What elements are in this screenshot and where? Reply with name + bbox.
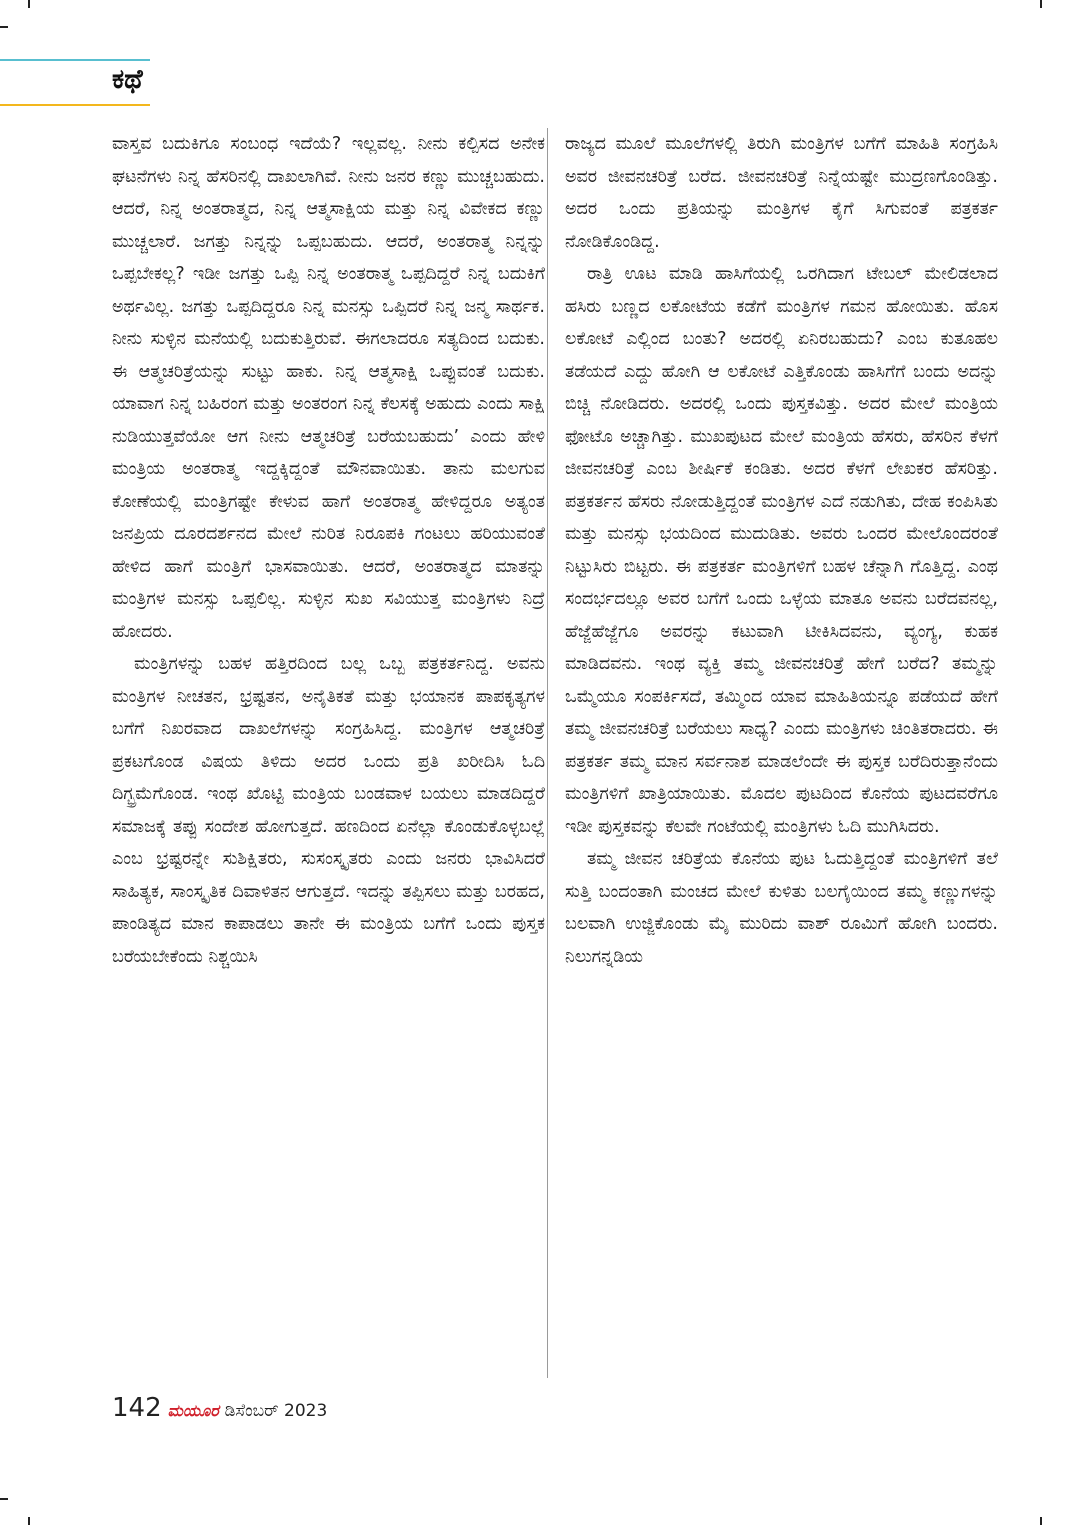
section-rule-top <box>0 59 150 61</box>
page-footer <box>112 1393 327 1427</box>
page-number: 142 <box>112 1393 162 1423</box>
column-divider <box>547 128 548 1378</box>
section-label: ಕಥೆ <box>112 64 143 95</box>
crop-mark <box>0 1498 8 1500</box>
crop-mark <box>1040 1517 1042 1525</box>
paragraph: ರಾಜ್ಯದ ಮೂಲೆ ಮೂಲೆಗಳಲ್ಲಿ ತಿರುಗಿ ಮಂತ್ರಿಗಳ ಬಗೆಗೆ ಮಾಹಿತಿ ಸಂಗ್ರಹಿಸಿ ಅವರ ಜೀವನಚರಿತ್ರೆ ಬರೆದ. ಜೀವನಚರಿತ್ರೆ ನಿನ್ನೆಯಷ್ಟೇ ಮುದ್ರಣಗೊಂಡಿತ್ತು. ಅದರ ಒಂದು ಪ್ರತಿಯನ್ನು ಮಂತ್ರಿಗಳ ಕೈಗೆ ಸಿಗುವಂತೆ ಪತ್ರಕರ್ತ ನೋಡಿಕೊಂಡಿದ್ದ. <box>565 134 998 252</box>
crop-mark <box>28 0 30 8</box>
paragraph: ತಮ್ಮ ಜೀವನ ಚರಿತ್ರೆಯ ಕೊನೆಯ ಪುಟ ಓದುತ್ತಿದ್ದಂತೆ ಮಂತ್ರಿಗಳಿಗೆ ತಲೆ ಸುತ್ತಿ ಬಂದಂತಾಗಿ ಮಂಚದ ಮೇಲೆ ಕುಳಿತು ಬಲಗೈಯಿಂದ ತಮ್ಮ ಕಣ್ಣುಗಳನ್ನು ಬಲವಾಗಿ ಉಜ್ಜಿಕೊಂಡು ಮೈ ಮುರಿದು ವಾಶ್ ರೂಮಿಗೆ ಹೋಗಿ ಬಂದರು. ನಿಲುಗನ್ನಡಿಯ <box>565 849 998 967</box>
crop-mark <box>1040 0 1042 8</box>
section-rule-bottom <box>0 104 150 106</box>
issue-date: ಡಿಸೆಂಬರ್ 2023 <box>224 1401 328 1421</box>
crop-mark <box>28 1517 30 1525</box>
paragraph: ರಾತ್ರಿ ಊಟ ಮಾಡಿ ಹಾಸಿಗೆಯಲ್ಲಿ ಒರಗಿದಾಗ ಟೇಬಲ್ ಮೇಲಿಡಲಾದ ಹಸಿರು ಬಣ್ಣದ ಲಕೋಟೆಯ ಕಡೆಗೆ ಮಂತ್ರಿಗಳ ಗಮನ ಹೋಯಿತು. ಹೊಸ ಲಕೋಟೆ ಎಲ್ಲಿಂದ ಬಂತು? ಅದರಲ್ಲಿ ಏನಿರಬಹುದು? ಎಂಬ ಕುತೂಹಲ ತಡೆಯದೆ ಎದ್ದು ಹೋಗಿ ಆ ಲಕೋಟೆ ಎತ್ತಿಕೊಂಡು ಹಾಸಿಗೆಗೆ ಬಂದು ಅದನ್ನು ಬಿಚ್ಚಿ ನೋಡಿದರು. ಅದರಲ್ಲಿ ಒಂದು ಪುಸ್ತಕವಿತ್ತು. ಅದರ ಮೇಲೆ ಮಂತ್ರಿಯ ಫೋಟೊ ಅಚ್ಚಾಗಿತ್ತು. ಮುಖಪುಟದ ಮೇಲೆ ಮಂತ್ರಿಯ ಹೆಸರು, ಹೆಸರಿನ ಕೆಳಗೆ ಜೀವನಚರಿತ್ರೆ ಎಂಬ ಶೀರ್ಷಿಕೆ ಕಂಡಿತು. ಅದರ ಕೆಳಗೆ ಲೇಖಕರ ಹೆಸರಿತ್ತು. ಪತ್ರಕರ್ತನ ಹೆಸರು ನೋಡುತ್ತಿದ್ದಂತೆ ಮಂತ್ರಿಗಳ ಎದೆ ನಡುಗಿತು, ದೇಹ ಕಂಪಿಸಿತು ಮತ್ತು ಮನಸ್ಸು ಭಯದಿಂದ ಮುದುಡಿತು. ಅವರು ಒಂದರ ಮೇಲೊಂದರಂತೆ ನಿಟ್ಟುಸಿರು ಬಿಟ್ಟರು. ಈ ಪತ್ರಕರ್ತ ಮಂತ್ರಿಗಳಿಗೆ ಬಹಳ ಚೆನ್ನಾಗಿ ಗೊತ್ತಿದ್ದ. ಎಂಥ ಸಂದರ್ಭದಲ್ಲೂ ಅವರ ಬಗೆಗೆ ಒಂದು ಒಳ್ಳೆಯ ಮಾತೂ ಅವನು ಬರೆದವನಲ್ಲ, ಹೆಜ್ಜೆಹೆಜ್ಜೆಗೂ ಅವರನ್ನು ಕಟುವಾಗಿ ಟೀಕಿಸಿದವನು, ವ್ಯಂಗ್ಯ, ಕುಹಕ ಮಾಡಿದವನು. ಇಂಥ ವ್ಯಕ್ತಿ ತಮ್ಮ ಜೀವನಚರಿತ್ರೆ ಹೇಗೆ ಬರೆದ? ತಮ್ಮನ್ನು ಒಮ್ಮೆಯೂ ಸಂಪರ್ಕಿಸದೆ, ತಮ್ಮಿಂದ ಯಾವ ಮಾಹಿತಿಯನ್ನೂ ಪಡೆಯದೆ ಹೇಗೆ ತಮ್ಮ ಜೀವನಚರಿತ್ರೆ ಬರೆಯಲು ಸಾಧ್ಯ? ಎಂದು ಮಂತ್ರಿಗಳು ಚಿಂತಿತರಾದರು. ಈ ಪತ್ರಕರ್ತ ತಮ್ಮ ಮಾನ ಸರ್ವನಾಶ ಮಾಡಲೆಂದೇ ಈ ಪುಸ್ತಕ ಬರೆದಿರುತ್ತಾನೆಂದು ಮಂತ್ರಿಗಳಿಗೆ ಖಾತ್ರಿಯಾಯಿತು. ಮೊದಲ ಪುಟದಿಂದ ಕೊನೆಯ ಪುಟದವರೆಗೂ ಇಡೀ ಪುಸ್ತಕವನ್ನು ಕೆಲವೇ ಗಂಟೆಯಲ್ಲಿ ಮಂತ್ರಿಗಳು ಓದಿ ಮುಗಿಸಿದರು. <box>565 264 998 837</box>
paragraph: ವಾಸ್ತವ ಬದುಕಿಗೂ ಸಂಬಂಧ ಇದೆಯೆ? ಇಲ್ಲವಲ್ಲ. ನೀನು ಕಲ್ಪಿಸದ ಅನೇಕ ಘಟನೆಗಳು ನಿನ್ನ ಹೆಸರಿನಲ್ಲಿ ದಾಖಲಾಗಿವೆ. ನೀನು ಜನರ ಕಣ್ಣು ಮುಚ್ಚಬಹುದು. ಆದರೆ, ನಿನ್ನ ಅಂತರಾತ್ಮದ, ನಿನ್ನ ಆತ್ಮಸಾಕ್ಷಿಯ ಮತ್ತು ನಿನ್ನ ವಿವೇಕದ ಕಣ್ಣು ಮುಚ್ಚಲಾರೆ. ಜಗತ್ತು ನಿನ್ನನ್ನು ಒಪ್ಪಬಹುದು. ಆದರೆ, ಅಂತರಾತ್ಮ ನಿನ್ನನ್ನು ಒಪ್ಪಬೇಕಲ್ಲ? ಇಡೀ ಜಗತ್ತು ಒಪ್ಪಿ ನಿನ್ನ ಅಂತರಾತ್ಮ ಒಪ್ಪದಿದ್ದರೆ ನಿನ್ನ ಬದುಕಿಗೆ ಅರ್ಥವಿಲ್ಲ. ಜಗತ್ತು ಒಪ್ಪದಿದ್ದರೂ ನಿನ್ನ ಮನಸ್ಸು ಒಪ್ಪಿದರೆ ನಿನ್ನ ಜನ್ಮ ಸಾರ್ಥಕ. ನೀನು ಸುಳ್ಳಿನ ಮನೆಯಲ್ಲಿ ಬದುಕುತ್ತಿರುವೆ. ಈಗಲಾದರೂ ಸತ್ಯದಿಂದ ಬದುಕು. ಈ ಆತ್ಮಚರಿತ್ರೆಯನ್ನು ಸುಟ್ಟು ಹಾಕು. ನಿನ್ನ ಆತ್ಮಸಾಕ್ಷಿ ಒಪ್ಪುವಂತೆ ಬದುಕು. ಯಾವಾಗ ನಿನ್ನ ಬಹಿರಂಗ ಮತ್ತು ಅಂತರಂಗ ನಿನ್ನ ಕೆಲಸಕ್ಕೆ ಅಹುದು ಎಂದು ಸಾಕ್ಷಿ ನುಡಿಯುತ್ತವೆಯೋ ಆಗ ನೀನು ಆತ್ಮಚರಿತ್ರೆ ಬರೆಯಬಹುದು’ ಎಂದು ಹೇಳಿ ಮಂತ್ರಿಯ ಅಂತರಾತ್ಮ ಇದ್ದಕ್ಕಿದ್ದಂತೆ ಮೌನವಾಯಿತು. ತಾನು ಮಲಗುವ ಕೋಣೆಯಲ್ಲಿ ಮಂತ್ರಿಗಷ್ಟೇ ಕೇಳುವ ಹಾಗೆ ಅಂತರಾತ್ಮ ಹೇಳಿದ್ದರೂ ಅತ್ಯಂತ ಜನಪ್ರಿಯ ದೂರದರ್ಶನದ ಮೇಲೆ ನುರಿತ ನಿರೂಪಕಿ ಗಂಟಲು ಹರಿಯುವಂತೆ ಹೇಳಿದ ಹಾಗೆ ಮಂತ್ರಿಗೆ ಭಾಸವಾಯಿತು. ಆದರೆ, ಅಂತರಾತ್ಮದ ಮಾತನ್ನು ಮಂತ್ರಿಗಳ ಮನಸ್ಸು ಒಪ್ಪಲಿಲ್ಲ. ಸುಳ್ಳಿನ ಸುಖ ಸವಿಯುತ್ತ ಮಂತ್ರಿಗಳು ನಿದ್ರೆ ಹೋದರು. <box>112 134 545 642</box>
crop-mark <box>0 26 8 28</box>
paragraph: ಮಂತ್ರಿಗಳನ್ನು ಬಹಳ ಹತ್ತಿರದಿಂದ ಬಲ್ಲ ಒಬ್ಬ ಪತ್ರಕರ್ತನಿದ್ದ. ಅವನು ಮಂತ್ರಿಗಳ ನೀಚತನ, ಭ್ರಷ್ಟತನ, ಅನೈತಿಕತೆ ಮತ್ತು ಭಯಾನಕ ಪಾಪಕೃತ್ಯಗಳ ಬಗೆಗೆ ನಿಖರವಾದ ದಾಖಲೆಗಳನ್ನು ಸಂಗ್ರಹಿಸಿದ್ದ. ಮಂತ್ರಿಗಳ ಆತ್ಮಚರಿತ್ರೆ ಪ್ರಕಟಗೊಂಡ ವಿಷಯ ತಿಳಿದು ಅದರ ಒಂದು ಪ್ರತಿ ಖರೀದಿಸಿ ಓದಿ ದಿಗ್ಭ್ರಮೆಗೊಂಡ. ಇಂಥ ಖೊಟ್ಟಿ ಮಂತ್ರಿಯ ಬಂಡವಾಳ ಬಯಲು ಮಾಡದಿದ್ದರೆ ಸಮಾಜಕ್ಕೆ ತಪ್ಪು ಸಂದೇಶ ಹೋಗುತ್ತದೆ. ಹಣದಿಂದ ಏನೆಲ್ಲಾ ಕೊಂಡುಕೊಳ್ಳಬಲ್ಲೆ ಎಂಬ ಭ್ರಷ್ಟರನ್ನೇ ಸುಶಿಕ್ಷಿತರು, ಸುಸಂಸ್ಕೃತರು ಎಂದು ಜನರು ಭಾವಿಸಿದರೆ ಸಾಹಿತ್ಯಕ, ಸಾಂಸ್ಕೃತಿಕ ದಿವಾಳಿತನ ಆಗುತ್ತದೆ. ಇದನ್ನು ತಪ್ಪಿಸಲು ಮತ್ತು ಬರಹದ, ಪಾಂಡಿತ್ಯದ ಮಾನ ಕಾಪಾಡಲು ತಾನೇ ಈ ಮಂತ್ರಿಯ ಬಗೆಗೆ ಒಂದು ಪುಸ್ತಕ ಬರೆಯಬೇಕೆಂದು ನಿಶ್ಚಯಿಸಿ <box>112 654 545 967</box>
article-column-left <box>112 128 545 1378</box>
magazine-logo: ಮಯೂರ <box>167 1401 219 1420</box>
article-column-right <box>565 128 998 1378</box>
